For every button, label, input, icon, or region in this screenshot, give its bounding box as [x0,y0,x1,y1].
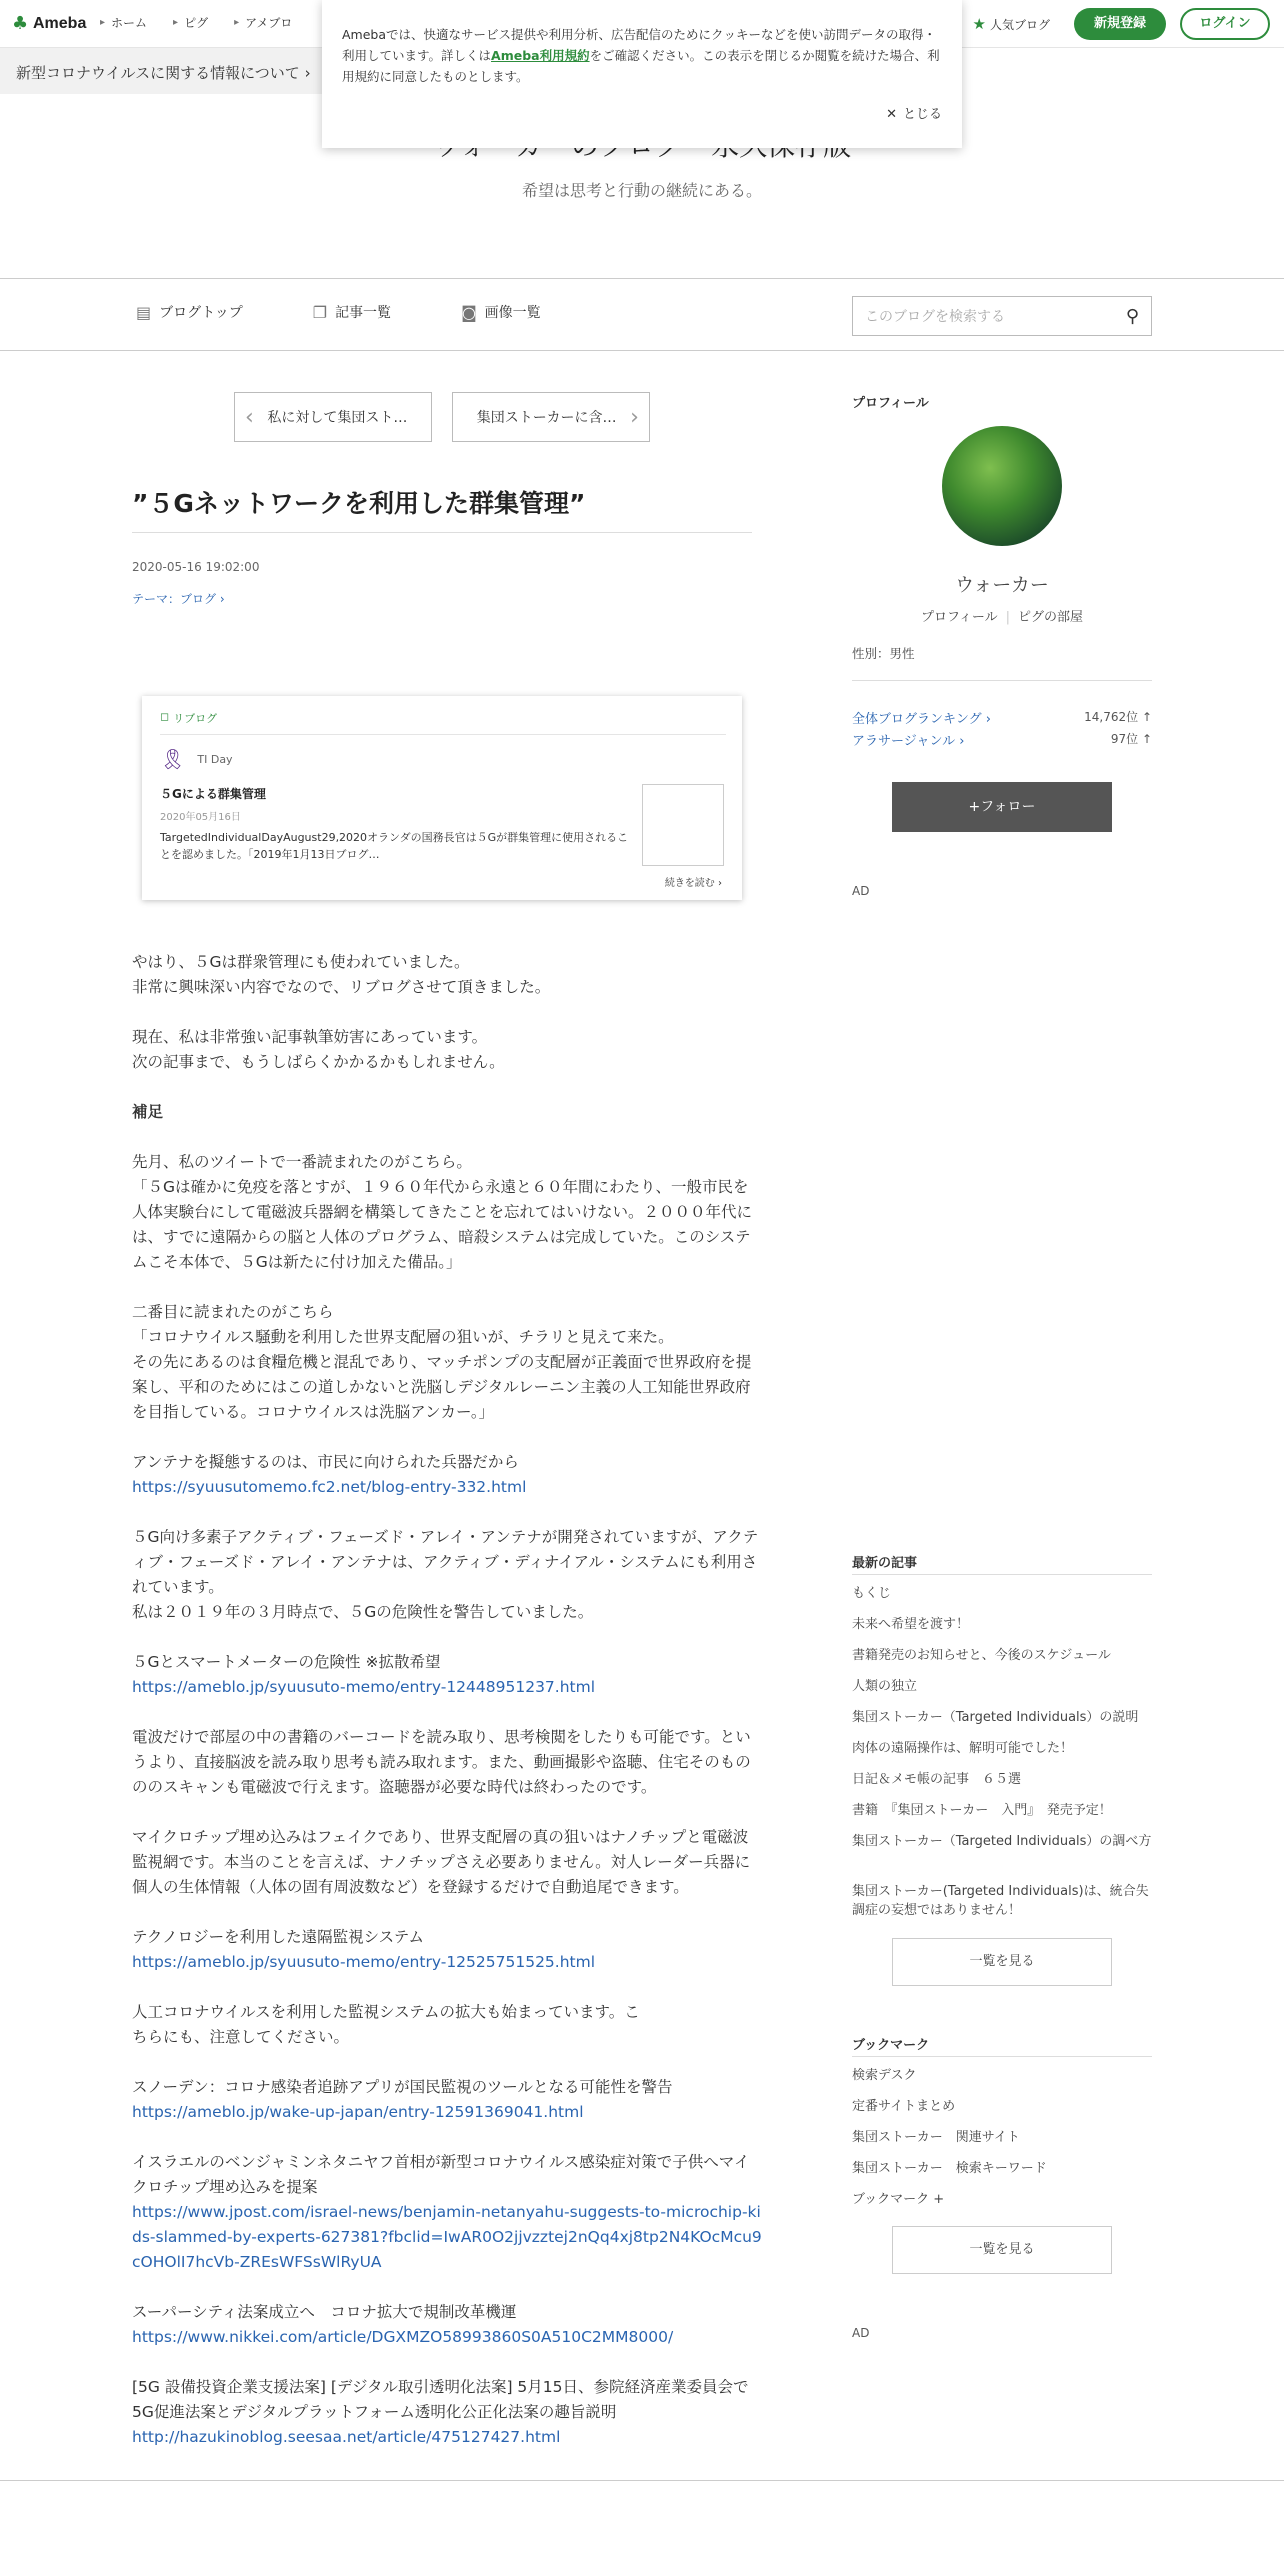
post-title: ”５Gネットワークを利用した群集管理” [132,489,586,518]
post-paragraph [132,950,762,1000]
post-link[interactable]: https://www.jpost.com/israel-news/benjamin-netanyahu-suggests-to-microchip-kids-slammed-by-experts-627381?fbclid=IwAR0O2jjvzztej2nQq4xj8tp2N4KOcMcu9cOHOlI7hcVb-ZREsWFSsWlRyUA [132,2203,762,2271]
star-icon: ★ [972,15,986,33]
paragraph-line: 「コロナウイルス騒動を利用した世界支配層の狙いが、チラリと見えて来た。 [132,1328,674,1346]
cookie-close-label: とじる [902,107,942,122]
profile-gender: 性別：男性 [852,646,915,661]
search-icon[interactable]: ⚲ [1125,305,1139,327]
paragraph-line: イスラエルのベンジャミンネタニヤフ首相が新型コロナウイルス感染症対策で子供へマイクロチップ埋め込みを提案 [132,2153,750,2196]
paragraph-line: 人工コロナウイルスを利用した監視システムの拡大も始まっています。こ [132,2003,640,2021]
paragraph-line: 次の記事まで、もうしばらくかかるかもしれません。 [132,1053,505,1071]
reblog-icon: ◻ [160,710,170,723]
paragraph-line: 先月、私のツイートで一番読まれたのがこちら。 [132,1153,472,1171]
read-more-label: 続きを読む [664,878,715,889]
latest-article-item[interactable]: 日記＆メモ帳の記事 ６５選 [852,1772,1022,1787]
logo-text: Ameba [33,15,87,32]
next-post-link[interactable] [452,392,650,442]
ribbon-icon: 🎗 [160,747,186,771]
chevron-right-icon: ▸ [100,17,106,28]
paragraph-line: 現在、私は非常強い記事執筆妨害にあっています。 [132,1028,488,1046]
post-paragraph [132,1825,762,1900]
ameba-logo[interactable] [12,12,86,36]
latest-article-item[interactable]: 未来へ希望を渡す！ [852,1617,970,1632]
latest-article-item[interactable]: 集団ストーカー(Targeted Individuals)は、統合失調症の妄想ではありません！ [852,1884,1149,1918]
reblog-card[interactable] [142,696,742,900]
nav-ameblo[interactable] [234,14,292,31]
profile-link[interactable]: プロフィール [920,610,998,625]
blog-top-label: ブログトップ [159,305,243,321]
paragraph-line: マイクロチップ埋め込みはフェイクであり、世界支配層の真の狙いはナノチップと電磁波監視網です。本当のことを言えば、ナノチップさえ必要ありません。対人レーダー兵器に個人の生体情報（人体の固有周波数など）を登録するだけで自動追尾できます。 [132,1828,751,1896]
login-button[interactable]: ログイン [1180,8,1270,40]
cookie-close-button[interactable] [886,104,942,125]
paragraph-line: スノーデン：コロナ感染者追跡アプリが国民監視のツールとなる可能性を警告 [132,2078,673,2096]
bookmark-item[interactable]: 集団ストーカー 関連サイト [852,2130,1020,2145]
post-link[interactable]: http://hazukinoblog.seesaa.net/article/475127427.html [132,2428,561,2446]
nav-pig[interactable] [173,14,208,31]
ameba-logo-icon: ♣ [12,13,29,34]
divider [852,1574,1152,1575]
post-paragraph [132,2000,762,2050]
post-pager [234,392,650,442]
search-placeholder: このブログを検索する [865,309,1005,325]
post-paragraph [132,1100,762,1125]
ranking-overall-label: 全体ブログランキング [852,712,982,727]
paragraph-line: その先にあるのは食糧危機と混乱であり、マッチポンプの支配層が正義面で世界政府を提案し、平和のためにはこの道しかないと洗脳しデジタルレーニン主義の人工知能世界政府を目指している。コロナウイルスは洗脳アンカー。」 [132,1353,752,1421]
paragraph-line: テクノロジーを利用した遠隔監視システム [132,1928,425,1946]
reblog-title: ５Gによる群集管理 [160,787,266,801]
paragraph-line: 「５Gは確かに免疫を落とすが、１９６０年代から永遠と６０年間にわたり、一般市民を人体実験台にして電磁波兵器網を構築してきたことを忘れてはいけない。２０００年代には、すでに遠隔からの脳と人体のプログラム、暗殺システムは完成していた。このシステムこそ本体で、５Gは新たに付け加えた備品。」 [132,1178,753,1271]
ranking-genre-value: 97位 ↑ [1110,732,1152,746]
divider [0,2480,1284,2481]
nav-ameblo-label: アメブロ [245,16,293,30]
document-icon: ▤ [136,302,152,322]
post-link[interactable]: https://ameblo.jp/syuusuto-memo/entry-12525751525.html [132,1953,596,1971]
post-paragraph [132,1450,762,1500]
divider [132,532,752,533]
divider [160,734,726,735]
image-list-label: 画像一覧 [484,305,541,321]
chevron-right-icon: › [304,64,311,82]
post-paragraph [132,2150,762,2275]
account-links [973,8,1270,40]
divider [0,350,1284,351]
latest-article-item[interactable]: 集団ストーカー（Targeted Individuals）の説明 [852,1710,1139,1725]
ranking-overall-value: 14,762位 ↑ [1084,710,1152,724]
post-paragraph [132,2375,762,2450]
copy-icon: ❐ [312,302,328,322]
divider [852,2056,1152,2057]
ranking-genre-label: アラサージャンル [852,734,956,749]
bookmark-item[interactable]: 集団ストーカー 検索キーワード [852,2161,1047,2176]
chevron-left-icon: ‹ [245,404,254,430]
chevron-right-icon: ▸ [234,17,240,28]
global-nav [100,14,292,31]
post-date: 2020-05-16 19:02:00 [132,560,260,574]
post-link[interactable]: https://syuusutomemo.fc2.net/blog-entry-332.html [132,1478,527,1496]
post-theme-label: テーマ：ブログ [132,592,217,606]
paragraph-line: 補足 [132,1103,164,1121]
post-paragraph [132,2300,762,2350]
latest-articles-heading: 最新の記事 [852,1556,918,1571]
reblog-author-name: TI Day [197,752,233,766]
ad-label: AD [852,884,870,898]
terms-link[interactable]: Ameba利用規約 [491,48,590,63]
next-post-label: 集団ストーカーに含… [476,410,617,426]
bookmark-add-link[interactable]: ブックマーク + [852,2192,945,2207]
bookmark-see-all-button[interactable]: 一覧を見る [892,2226,1112,2274]
latest-see-all-button[interactable]: 一覧を見る [892,1938,1112,1986]
cookie-notice [322,0,962,148]
post-paragraph [132,2075,762,2125]
reblog-label [160,710,724,726]
nav-pig-label: ピグ [184,16,209,30]
read-more-link[interactable]: 続きを読む › [664,878,722,889]
divider [0,278,1284,279]
nav-home-label: ホーム [111,16,148,30]
bookmark-heading: ブックマーク [852,2038,930,2053]
post-paragraph [132,1150,762,1275]
post-paragraph [132,1025,762,1075]
post-body [132,950,762,2475]
blog-search-input[interactable] [852,296,1152,336]
paragraph-line: アンテナを擬態するのは、市民に向けられた兵器だから [132,1453,519,1471]
profile-links: プロフィール | ピグの部屋 [920,610,1084,625]
chevron-right-icon: ▸ [173,17,179,28]
covid-info-label: 新型コロナウイルスに関する情報について [16,64,300,82]
popular-blogs-link[interactable] [973,15,1050,33]
follow-button[interactable]: +フォロー [892,782,1112,832]
paragraph-line: ５Gとスマートメーターの危険性 ※拡散希望 [132,1653,441,1671]
blog-nav [136,302,541,322]
post-paragraph [132,1925,762,1975]
post-link[interactable]: https://ameblo.jp/wake-up-japan/entry-12591369041.html [132,2103,584,2121]
reblog-excerpt: TargetedIndividualDayAugust29,2020オランダの国務長官は５Gが群集管理に使用されることを認めました。「2019年1月13日ブログ… [160,831,629,861]
prev-post-label: 私に対して集団スト… [267,410,408,426]
paragraph-line: 電波だけで部屋の中の書籍のバーコードを読み取り、思考検閲をしたりも可能です。というより、直接脳波を読み取り思考も読み取れます。また、動画撮影や盗聴、住宅そのものののスキャンも電磁波で行えます。盗聴器が必要な時代は終わったのです。 [132,1728,751,1796]
latest-article-item[interactable]: 書籍 『集団ストーカー 入門』 発売予定！ [852,1803,1112,1818]
bookmark-item[interactable]: 検索デスク [852,2068,917,2083]
paragraph-line: [5G 設備投資企業支援法案] [デジタル取引透明化法案] 5月15日、参院経済産業委員会で5G促進法案とデジタルプラットフォーム透明化公正化法案の趣旨説明 [132,2378,749,2421]
ranking-genre[interactable]: アラサージャンル › 97位 ↑ [852,732,1152,749]
cookie-text: Amebaでは、快適なサービス提供や利用分析、広告配信のためにクッキーなどを使い訪問データの取得・利用しています。詳しくは [342,27,937,63]
post-theme-link[interactable]: テーマ：ブログ › [132,592,225,606]
post-paragraph [132,1300,762,1425]
popular-blogs-label: 人気ブログ [989,17,1050,32]
post-link[interactable]: https://www.nikkei.com/article/DGXMZO58993860S0A510C2MM8000/ [132,2328,674,2346]
camera-icon: ◙ [461,302,477,322]
ranking-overall[interactable]: 全体ブログランキング › 14,762位 ↑ [852,710,1152,727]
prev-post-link[interactable] [234,392,432,442]
article-list-label: 記事一覧 [335,305,392,321]
post-paragraph [132,1650,762,1700]
post-paragraph [132,1525,762,1625]
signup-button[interactable]: 新規登録 [1074,8,1166,40]
paragraph-line: 非常に興味深い内容でなので、リブログさせて頂きました。 [132,978,551,996]
reblog-thumbnail [642,784,724,866]
latest-article-item[interactable]: 人類の独立 [852,1679,918,1694]
cookie-text-after: をご確認ください。この表示を閉じるか閲覧を続けた場合、利用規約に同意したものとします。 [342,48,940,84]
paragraph-line: ちらにも、注意してください。 [132,2028,350,2046]
bookmark-item[interactable]: 定番サイトまとめ [852,2099,956,2114]
profile-heading: プロフィール [852,396,929,411]
reblog-author [160,747,724,771]
latest-article-item[interactable]: 肉体の遠隔操作は、解明可能でした！ [852,1741,1074,1756]
latest-article-item[interactable]: 集団ストーカー（Targeted Individuals）の調べ方 [852,1834,1152,1849]
close-icon: ✕ [886,107,897,122]
divider [852,680,1152,681]
post-link[interactable]: https://ameblo.jp/syuusuto-memo/entry-12448951237.html [132,1678,596,1696]
blog-subtitle: 希望は思考と行動の継続にある。 [521,181,762,200]
paragraph-line: 私は２０１９年の３月時点で、５Gの危険性を警告していました。 [132,1603,594,1621]
ad-label: AD [852,2326,870,2340]
blog-top-link[interactable] [136,302,243,322]
nav-home[interactable] [100,14,147,31]
image-list-link[interactable] [461,302,541,322]
chevron-right-icon: › [630,404,639,430]
profile-avatar[interactable] [942,426,1062,546]
paragraph-line: 二番目に読まれたのがこちら [132,1303,334,1321]
reblog-label-text: リブログ [173,712,218,725]
covid-info-link[interactable] [0,48,330,94]
latest-article-item[interactable]: もくじ [852,1586,892,1601]
paragraph-line: スーパーシティ法案成立へ コロナ拡大で規制改革機運 [132,2303,517,2321]
profile-name[interactable]: ウォーカー [955,574,1049,596]
latest-article-item[interactable]: 書籍発売のお知らせと、今後のスケジュール [852,1648,1111,1663]
post-paragraph [132,1725,762,1800]
paragraph-line: ５G向け多素子アクティブ・フェーズド・アレイ・アンテナが開発されていますが、アクティブ・フェーズド・アレイ・アンテナは、アクティブ・ディナイアル・システムにも利用されています。 [132,1528,759,1596]
pig-room-link[interactable]: ピグの部屋 [1018,610,1084,625]
paragraph-line: やはり、５Gは群衆管理にも使われていました。 [132,953,470,971]
article-list-link[interactable] [313,302,391,322]
reblog-date: 2020年05月16日 [160,812,241,823]
